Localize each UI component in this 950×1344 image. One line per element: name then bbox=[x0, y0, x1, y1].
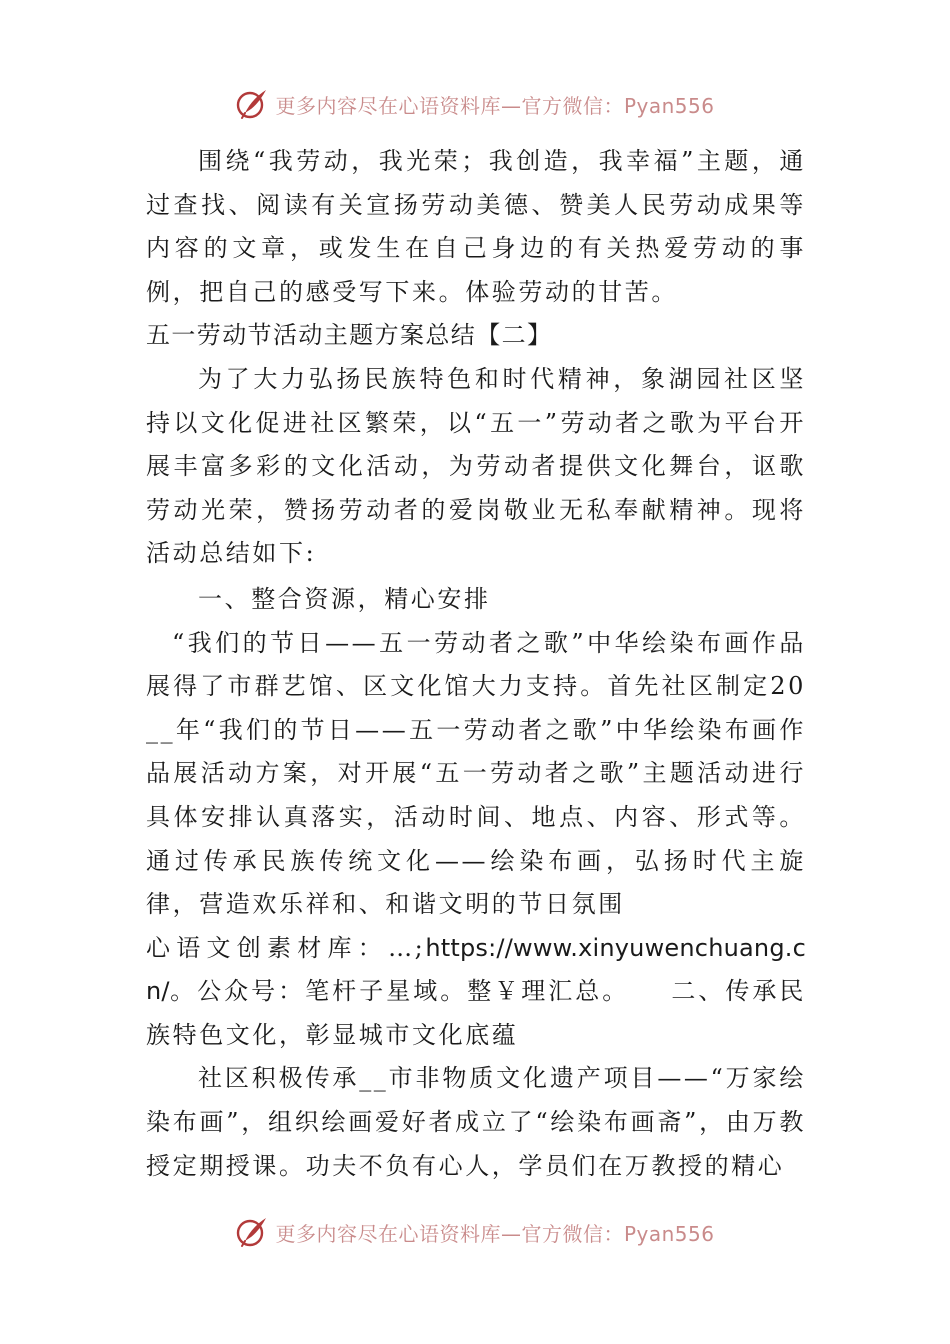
paragraph-2: 为了大力弘扬民族特色和时代精神，象湖园社区坚持以文化促进社区繁荣，以“五一”劳动者之歌为平台开展丰富多彩的文化活动，为劳动者提供文化舞台，讴歌劳动光荣，赞扬劳动者的爱岗敬业无私奉献精神。现将活动总结如下: bbox=[146, 364, 806, 568]
section-heading-2: 五一劳动节活动主题方案总结【二】 bbox=[146, 321, 553, 350]
header-watermark bbox=[0, 84, 950, 124]
quill-logo-icon bbox=[235, 87, 269, 121]
footer-watermark bbox=[0, 1212, 950, 1252]
paragraph-4 bbox=[146, 927, 806, 1058]
paragraph-4-prefix: 心语文创素材库：…; bbox=[146, 933, 426, 962]
quill-logo-icon bbox=[235, 1215, 269, 1249]
paragraph-1: 围绕“我劳动，我光荣；我创造，我幸福”主题，通过查找、阅读有关宣扬劳动美德、赞美人民劳动成果等内容的文章，或发生在自己身边的有关热爱劳动的事例，把自己的感受写下来。体验劳动的甘苦。 bbox=[146, 147, 806, 306]
source-url: https://www.xinyuwenchuang.cn/ bbox=[146, 933, 806, 1006]
section-title-1: 一、整合资源，精心安排 bbox=[198, 584, 491, 613]
header-watermark-text: 更多内容尽在心语资料库—官方微信：Pyan556 bbox=[275, 93, 715, 118]
paragraph-4-suffix: 。公众号：笔杆子星域。整￥理汇总。 二、传承民族特色文化，彰显城市文化底蕴 bbox=[146, 977, 806, 1049]
paragraph-3: “我们的节日——五一劳动者之歌”中华绘染布画作品展得了市群艺馆、区文化馆大力支持。首先社区制定20__年“我们的节日——五一劳动者之歌”中华绘染布画作品展活动方案，对开展“五一劳动者之歌”主题活动进行具体安排认真落实，活动时间、地点、内容、形式等。通过传承民族传统文化——绘染布画，弘扬时代主旋律，营造欢乐祥和、和谐文明的节日氛围 bbox=[146, 628, 806, 919]
document-body bbox=[146, 140, 806, 1188]
paragraph-5: 社区积极传承__市非物质文化遗产项目——“万家绘染布画”，组织绘画爱好者成立了“绘染布画斋”，由万教授定期授课。功夫不负有心人，学员们在万教授的精心 bbox=[146, 1064, 806, 1180]
footer-watermark-text: 更多内容尽在心语资料库—官方微信：Pyan556 bbox=[275, 1221, 715, 1246]
